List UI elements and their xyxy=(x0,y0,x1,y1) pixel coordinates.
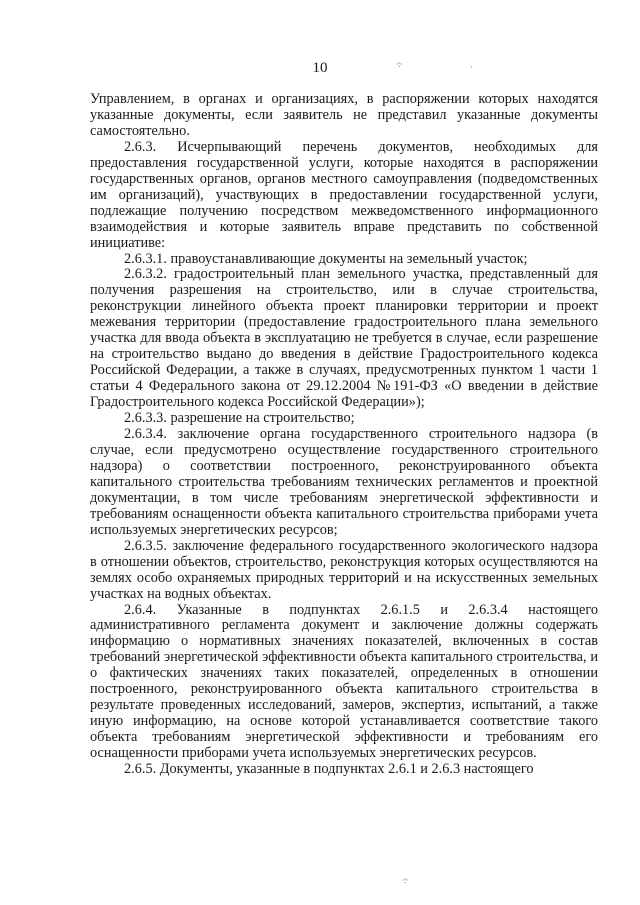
page-number: 10 xyxy=(312,60,328,76)
scan-speck: ˙ xyxy=(470,65,472,75)
paragraph-2-6-4: 2.6.4. Указанные в подпунктах 2.6.1.5 и 2.6.3.4 настоящего административного регламента документ и заключение должны содержать информацию о нормативных значениях показателей, включенных в состав требований энергетической эффективности объекта капитального строительства, и о фактических значениях таких показателей, определенных в отношении построенного, реконструированного объекта капитального строительства в результате проведенных исследований, замеров, экспертиз, испытаний, а также иную информацию, на основе которой устанавливается соответствие такого объекта требованиям энергетической эффективности и требованиям его оснащенности приборами учета используемых энергетических ресурсов. xyxy=(90,601,598,762)
scan-speck: ·:· xyxy=(396,59,402,69)
paragraph-2-6-5: 2.6.5. Документы, указанные в подпунктах 2.6.1 и 2.6.3 настоящего xyxy=(124,761,534,778)
paragraph-2-6-3-4: 2.6.3.4. заключение органа государственного строительного надзора (в случае, если предусмотрено осуществление государственного строительного надзора) о соответствии построенного, реконструированного объекта капитального строительства требованиям технических регламентов и проектной документации, в том числе требованиям энергетической эффективности и требованиям оснащенности объекта капитального строительства приборами учета используемых энергетических ресурсов; xyxy=(90,426,598,538)
paragraph-2-6-3: 2.6.3. Исчерпывающий перечень документов, необходимых для предоставления государственной услуги, которые находятся в распоряжении государственных органов, органов местного самоуправления (подведомственных им организаций), участвующих в предоставлении государственной услуги, подлежащие получению посредством межведомственного информационного взаимодействия и которые заявитель вправе представить по собственной инициативе: xyxy=(90,138,598,251)
paragraph-2-6-3-2: 2.6.3.2. градостроительный план земельного участка, представленный для получения разрешения на строительство, или в случае строительства, реконструкции линейного объекта проект планировки территории и проект межевания территории (предоставление градостроительного плана земельного участка для ввода объекта в эксплуатацию не требуется в случае, если разрешение на строительство выдано до введения в действие Градостроительного кодекса Российской Федерации, а также в случаях, предусмотренных пунктом 1 части 1 статьи 4 Федерального закона от 29.12.2004 №191-ФЗ «О введении в действие Градостроительного кодекса Российской Федерации»); xyxy=(90,266,598,411)
scan-speck: ·:· xyxy=(402,875,408,885)
document-body xyxy=(90,92,598,778)
paragraph-2-6-3-5: 2.6.3.5. заключение федерального государственного экологического надзора в отношении объектов, строительство, реконструкция которых осуществляются на землях особо охраняемых природных территорий и на искусственных земельных участках на водных объектах. xyxy=(90,537,598,602)
paragraph-2-6-3-3: 2.6.3.3. разрешение на строительство; xyxy=(124,410,355,427)
paragraph-2-6-3-1: 2.6.3.1. правоустанавливающие документы на земельный участок; xyxy=(124,250,528,267)
paragraph-continuation: Управлением, в органах и организациях, в распоряжении которых находятся указанные документы, если заявитель не представил указанные документы самостоятельно. xyxy=(90,91,598,139)
